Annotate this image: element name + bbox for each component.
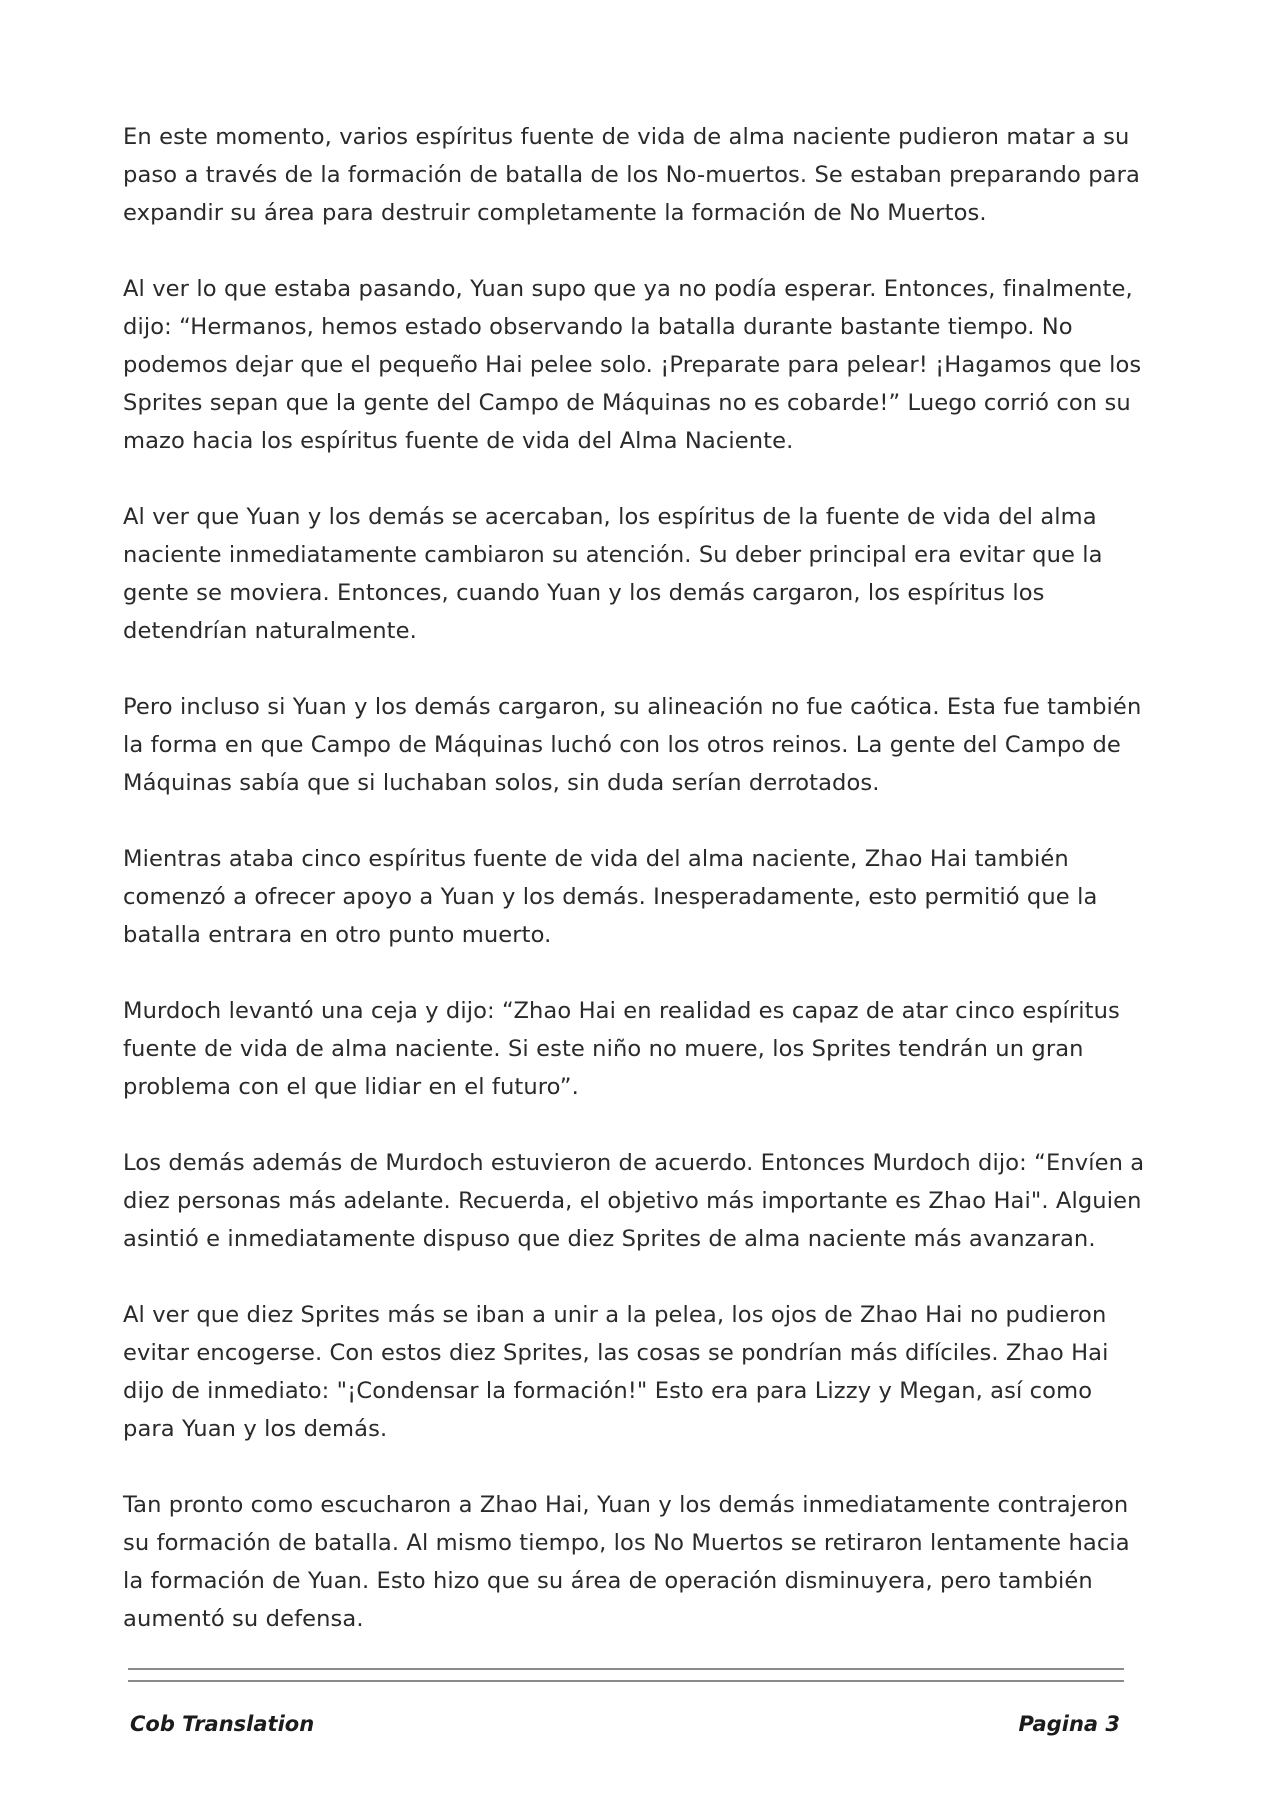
- paragraph-3: Al ver que Yuan y los demás se acercaban, los espíritus de la fuente de vida del alma naciente inmediatamente cambiaron su atención. Su deber principal era evitar que la gente se moviera. Entonces, cuando Yuan y los demás cargaron, los espíritus los detendrían naturalmente.: [123, 504, 1103, 644]
- paragraph-6: Murdoch levantó una ceja y dijo: “Zhao Hai en realidad es capaz de atar cinco espíritus fuente de vida de alma naciente. Si este niño no muere, los Sprites tendrán un gran problema con el que lidiar en el futuro”.: [123, 998, 1120, 1100]
- paragraph-7: Los demás además de Murdoch estuvieron de acuerdo. Entonces Murdoch dijo: “Envíen a diez personas más adelante. Recuerda, el objetivo más importante es Zhao Hai". Alguien asintió e inmediatamente dispuso que diez Sprites de alma naciente más avanzaran.: [123, 1150, 1145, 1252]
- paragraph-2: Al ver lo que estaba pasando, Yuan supo que ya no podía esperar. Entonces, finalmente, dijo: “Hermanos, hemos estado observando la batalla durante bastante tiempo. No podemos dejar que el pequeño Hai pelee solo. ¡Preparate para pelear! ¡Hagamos que los Sprites sepan que la gente del Campo de Máquinas no es cobarde!” Luego corrió con su mazo hacia los espíritus fuente de vida del Alma Naciente.: [123, 276, 1142, 454]
- footer-divider-top: [128, 1668, 1124, 1670]
- paragraph-5: Mientras ataba cinco espíritus fuente de vida del alma naciente, Zhao Hai también comenzó a ofrecer apoyo a Yuan y los demás. Inesperadamente, esto permitió que la batalla entrara en otro punto muerto.: [123, 846, 1098, 948]
- paragraph-9: Tan pronto como escucharon a Zhao Hai, Yuan y los demás inmediatamente contrajeron su formación de batalla. Al mismo tiempo, los No Muertos se retiraron lentamente hacia la formación de Yuan. Esto hizo que su área de operación disminuyera, pero también aumentó su defensa.: [123, 1492, 1130, 1632]
- footer-divider-bottom: [128, 1680, 1124, 1682]
- footer-credit: Cob Translation: [130, 1712, 315, 1736]
- paragraph-4: Pero incluso si Yuan y los demás cargaron, su alineación no fue caótica. Esta fue también la forma en que Campo de Máquinas luchó con los otros reinos. La gente del Campo de Máquinas sabía que si luchaban solos, sin duda serían derrotados.: [123, 694, 1142, 796]
- page-number: Pagina 3: [1018, 1712, 1120, 1736]
- paragraph-1: En este momento, varios espíritus fuente de vida de alma naciente pudieron matar a su paso a través de la formación de batalla de los No-muertos. Se estaban preparando para expandir su área para destruir completamente la formación de No Muertos.: [123, 124, 1140, 226]
- page-body: [123, 118, 1148, 1676]
- paragraph-8: Al ver que diez Sprites más se iban a unir a la pelea, los ojos de Zhao Hai no pudieron evitar encogerse. Con estos diez Sprites, las cosas se pondrían más difíciles. Zhao Hai dijo de inmediato: "¡Condensar la formación!" Esto era para Lizzy y Megan, así como para Yuan y los demás.: [123, 1302, 1109, 1442]
